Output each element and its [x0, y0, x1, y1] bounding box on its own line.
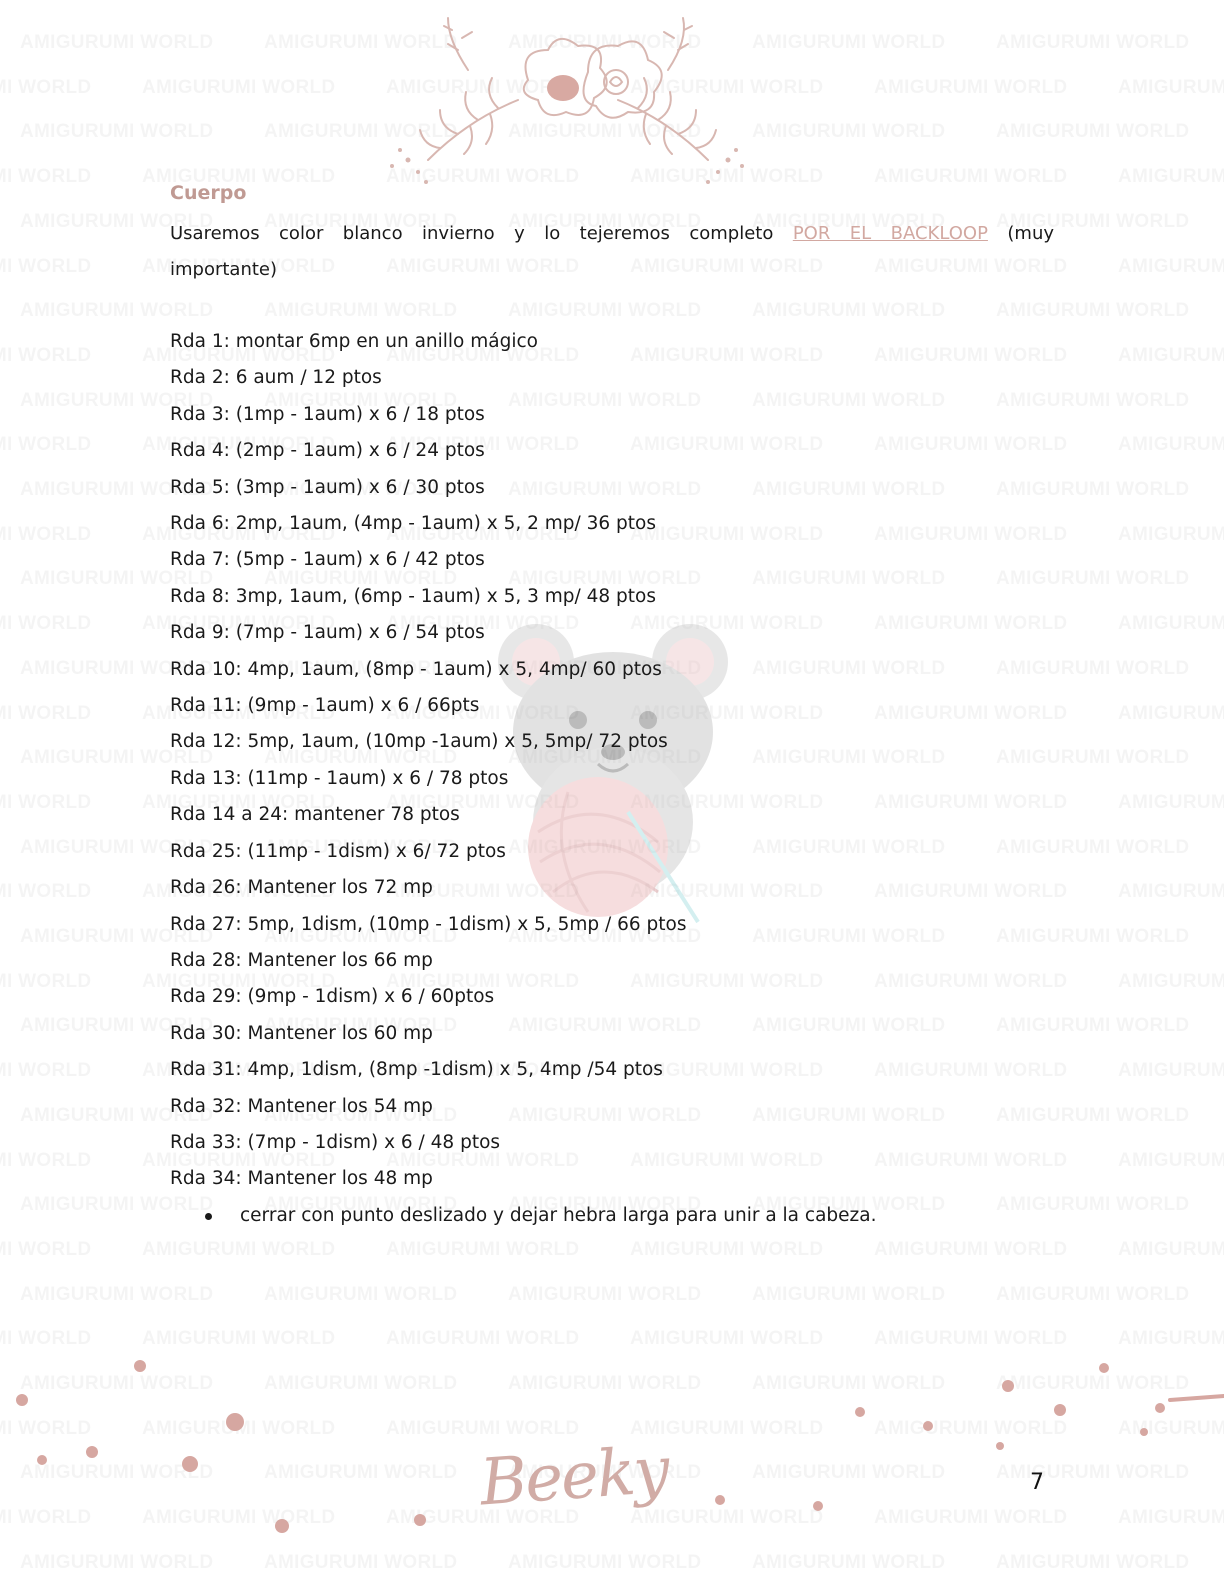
- watermark-text: [20, 121, 213, 143]
- watermark-text: [386, 1239, 579, 1261]
- round-row: Rda 28: Mantener los 66 mp: [170, 949, 433, 971]
- intro-paragraph: [170, 216, 1054, 288]
- round-row: Rda 10: 4mp, 1aum, (8mp - 1aum) x 5, 4mp/ 60 ptos: [170, 658, 662, 680]
- watermark-text: [0, 1150, 91, 1172]
- round-row: Rda 26: Mantener los 72 mp: [170, 877, 433, 899]
- watermark-text: [20, 32, 213, 54]
- beeky-logo: Beeky: [477, 1433, 671, 1521]
- round-row: Rda 27: 5mp, 1dism, (10mp - 1dism) x 5, 5mp / 66 ptos: [170, 913, 687, 935]
- round-row: Rda 12: 5mp, 1aum, (10mp -1aum) x 5, 5mp/ 72 ptos: [170, 731, 668, 753]
- watermark-text: [1118, 1150, 1224, 1172]
- watermark-text: [874, 1239, 1067, 1261]
- watermark-text: [0, 881, 91, 903]
- watermark-text: [996, 121, 1189, 143]
- watermark-text: [1118, 524, 1224, 546]
- watermark-text: [142, 1239, 335, 1261]
- watermark-text: [0, 1060, 91, 1082]
- round-row: Rda 33: (7mp - 1dism) x 6 / 48 ptos: [170, 1131, 501, 1153]
- watermark-text: [996, 1284, 1189, 1306]
- watermark-text: [1118, 1060, 1224, 1082]
- watermark-text: [508, 1284, 701, 1306]
- watermark-text: [1118, 703, 1224, 725]
- section-title: Cuerpo: [170, 182, 247, 204]
- round-row: Rda 34: Mantener los 48 mp: [170, 1168, 433, 1190]
- watermark-text: [0, 792, 91, 814]
- watermark-text: [630, 1239, 823, 1261]
- intro-text-end: (muy importante): [170, 223, 1055, 280]
- watermark-text: [752, 121, 945, 143]
- intro-text: Usaremos color blanco invierno y lo tejeremos completo: [170, 223, 793, 244]
- watermark-text: [264, 1284, 457, 1306]
- watermark-text: [0, 77, 91, 99]
- watermark-text: [0, 524, 91, 546]
- watermark-text: [0, 971, 91, 993]
- watermark-text: [1118, 792, 1224, 814]
- watermark-text: [1118, 971, 1224, 993]
- round-row: Rda 8: 3mp, 1aum, (6mp - 1aum) x 5, 3 mp/ 48 ptos: [170, 585, 657, 607]
- round-row: Rda 32: Mantener los 54 mp: [170, 1095, 433, 1117]
- watermark-text: [1118, 1239, 1224, 1261]
- round-row: Rda 6: 2mp, 1aum, (4mp - 1aum) x 5, 2 mp/ 36 ptos: [170, 513, 657, 535]
- page-number: 7: [1030, 1470, 1044, 1495]
- round-row: Rda 4: (2mp - 1aum) x 6 / 24 ptos: [170, 440, 485, 462]
- watermark-text: [996, 32, 1189, 54]
- watermark-text: [1118, 77, 1224, 99]
- floral-ornament-icon: [378, 10, 758, 190]
- watermark-text: [20, 1284, 213, 1306]
- round-row: Rda 14 a 24: mantener 78 ptos: [170, 804, 460, 826]
- watermark-text: [1118, 881, 1224, 903]
- round-row: Rda 13: (11mp - 1aum) x 6 / 78 ptos: [170, 767, 509, 789]
- watermark-text: [1118, 613, 1224, 635]
- round-row: Rda 11: (9mp - 1aum) x 6 / 66pts: [170, 695, 480, 717]
- backloop-link[interactable]: POR EL BACKLOOP: [792, 223, 988, 244]
- round-row: Rda 25: (11mp - 1dism) x 6/ 72 ptos: [170, 840, 506, 862]
- watermark-text: [1118, 256, 1224, 278]
- watermark-text: [1118, 345, 1224, 367]
- watermark-text: [0, 1239, 91, 1261]
- watermark-text: [752, 1284, 945, 1306]
- rounds-list: [170, 324, 1054, 1198]
- watermark-text: [0, 345, 91, 367]
- watermark-text: [0, 434, 91, 456]
- round-row: Rda 7: (5mp - 1aum) x 6 / 42 ptos: [170, 549, 485, 571]
- watermark-text: [1118, 434, 1224, 456]
- watermark-text: [142, 77, 335, 99]
- watermark-text: [0, 166, 91, 188]
- watermark-text: [0, 256, 91, 278]
- round-row: Rda 5: (3mp - 1aum) x 6 / 30 ptos: [170, 476, 485, 498]
- round-row: Rda 29: (9mp - 1dism) x 6 / 60ptos: [170, 986, 495, 1008]
- round-row: Rda 3: (1mp - 1aum) x 6 / 18 ptos: [170, 403, 485, 425]
- bullet-item: cerrar con punto deslizado y dejar hebra larga para unir a la cabeza.: [170, 1198, 1054, 1234]
- round-row: Rda 31: 4mp, 1dism, (8mp -1dism) x 5, 4mp /54 ptos: [170, 1059, 663, 1081]
- round-row: Rda 2: 6 aum / 12 ptos: [170, 367, 382, 389]
- round-row: Rda 9: (7mp - 1aum) x 6 / 54 ptos: [170, 622, 485, 644]
- watermark-text: [0, 613, 91, 635]
- watermark-text: [0, 703, 91, 725]
- pattern-content: [170, 182, 1054, 1234]
- round-row: Rda 30: Mantener los 60 mp: [170, 1022, 433, 1044]
- watermark-text: [874, 77, 1067, 99]
- watermark-text: [752, 32, 945, 54]
- round-row: Rda 1: montar 6mp en un anillo mágico: [170, 331, 538, 352]
- watermark-text: [1118, 166, 1224, 188]
